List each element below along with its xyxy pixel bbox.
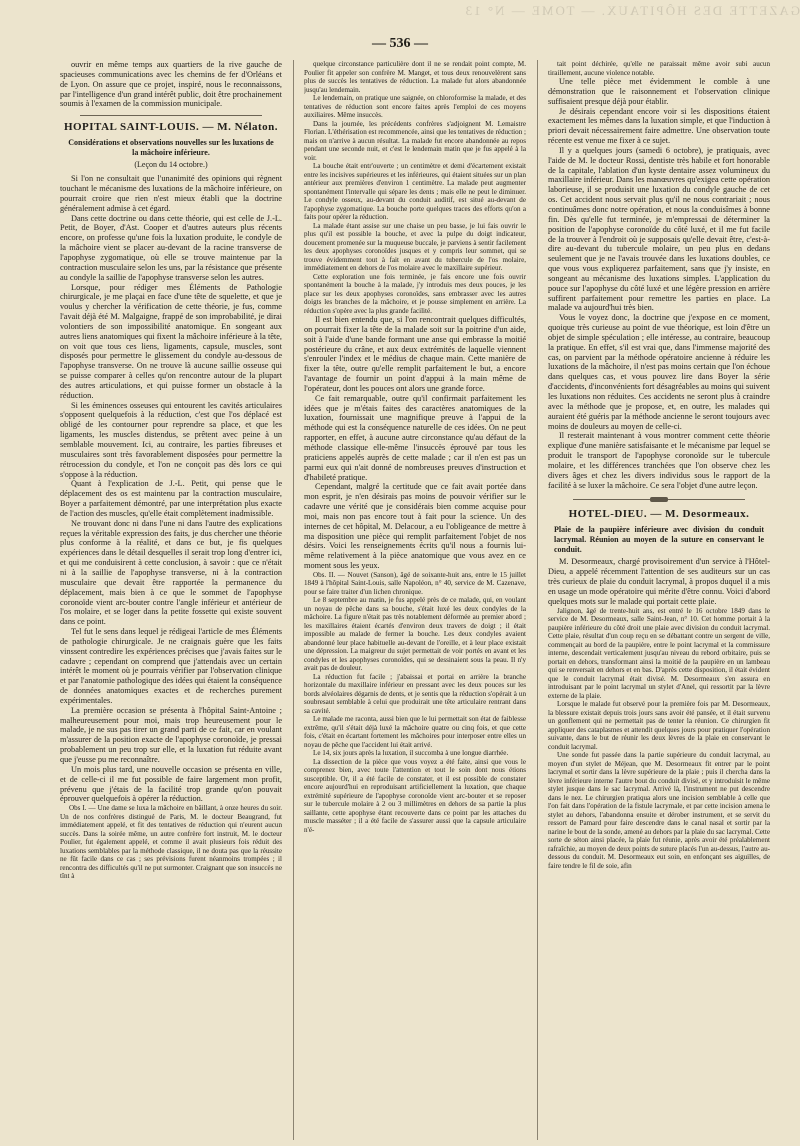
bleed-through-text: GAZETTE DES HÔPITAUX. — TOME — N° 13 — [463, 3, 800, 18]
section-rule — [573, 497, 745, 503]
paragraph-text: Cette exploration une fois terminée, je fais encore une fois ouvrir spontanément la bouche à la malade, j'y introduis mes deux pouces, je les place sur les deux apophyses coronoïdes, sans embrasser avec les autres doigts les branches de la mâchoire, et je pousse simplement en arrière. La réduction s'opère avec la plus grande facilité. — [304, 272, 526, 315]
paragraph-text: La malade étant assise sur une chaise un peu basse, je lui fais ouvrir le plus qu'il est possible la bouche, et avec la pulpe du doigt indicateur, doucement promenée sur la muqueuse buccale, je parviens à sentir facilement les deux apophyses coronoïdes jusques et y compris leur sommet, qui se trouve évidemment tout à fait en avant du tubercule de l'os molaire, immédiatement en dehors de l'os molaire avec le maxillaire supérieur. — [304, 221, 526, 272]
paragraph: ouvrir en même temps aux quartiers de la rive gauche de spacieuses communications avec les chemins de fer d'Orléans et de Lyon. On assure que ce projet, inspiré, nous le reconnaissons, par l'intelligence d'un grand intérêt public, doit être prochainement soumis à l'examen de la commission municipale. — [60, 60, 282, 109]
paragraph: Il est bien entendu que, si l'on rencontrait quelques difficultés, on pourrait fixer la tête de la malade soit sur la poitrine d'un aide, soit à l'aide d'une bande formant une anse qui embrasse la moitié postérieure du crâne, et aux deux extrémités de laquelle viennent s'enrouler l'index et le médius de chaque main. Cette manière de fixer la tête, outre qu'elle remplit parfaitement le but, a encore l'avantage de fournir un point d'appui à la main même de l'opérateur, dont les pouces ont alors une grande force. — [304, 315, 526, 393]
column-3 — [548, 60, 770, 1140]
column-divider — [293, 60, 294, 1140]
paragraph-small — [304, 120, 526, 163]
paragraph-small — [304, 596, 526, 673]
column-divider — [537, 60, 538, 1140]
article-columns — [60, 60, 770, 1140]
paragraph-text: Lorsque le malade fut observé pour la première fois par M. Desormeaux, la blessure existait depuis trois jours sans avoir été pansée, et il était survenu un gonflement qui ne permettait pas de tenter la réunion. Ce chirurgien fit appliquer des cataplasmes et attendit quelques jours pour pratiquer l'opération suivante, dans le but de réunir les deux lèvres de la plaie en conservant le conduit lacrymal. — [548, 700, 770, 751]
paragraph-text: La bouche était entr'ouverte ; un centimètre et demi d'écartement existait entre les incisives supérieures et les inférieures, qui étaient situées sur un plan antérieur aux premières d'environ 1 centimètre. La malade peut augmenter spontanément l'intervalle qui sépare les dents ; mais elle ne peut le diminuer. Le condyle osseux, au-devant du conduit auditif, est situé au-devant de l'apophyse zygomatique. La bouche porte quelques traces des efforts qu'on a faits pour opérer la réduction. — [304, 162, 526, 221]
lecture-date: (Leçon du 14 octobre.) — [134, 160, 208, 170]
page-header — [0, 0, 800, 51]
paragraph-text: Une sonde fut passée dans la partie supérieure du conduit lacrymal, au moyen d'un stylet de Méjean, que M. Desormeaux fit entrer par le point lacrymal et sortir dans la lèvre supérieure de la plaie ; puis il chercha dans la lèvre inférieure interne l'autre bout du conduit divisé, et y introduisit le même stylet jusque dans le sac lacrymal. Arrivé là, l'instrument ne put descendre dans le nez. Le chirurgien pratiqua alors une incision semblable à celle que l'on fait dans l'opération de la fistule lacrymale, et par cette incision amena le stylet au dehors, l'abandonna ensuite et dérober instrument, et se servit du ressort de Pamard pour faire descendre dans le canal nasal et sortir par la narine le bout de la sonde, amené au dehors par la plaie du sac lacrymal. Cette sorte de séton ainsi placée, la plaie fut réunie, après avoir été préalablement rafraîchie, au moyen de deux points de suture placés l'un au-dessus, l'autre au-dessous du conduit. M. Desormeaux eut soin, en enfonçant ses aiguilles, de faire tendre le fil de soie, afin — [548, 751, 770, 870]
paragraph-small — [304, 749, 526, 758]
paragraph-text: Le lendemain, on pratique une saignée, on chloroformise la malade, et des tentatives de réduction sont encore faites après l'emploi de ces moyens auxiliaires. Même insuccès. — [304, 94, 526, 119]
paragraph-text: La réduction fut facile ; j'abaissai et portai en arrière la branche horizontale du maxillaire inférieur en pressant avec les deux pouces sur les bords alvéolaires dégarnis de dents, et je sentis que la réduction s'opérait à un soubresaut semblable à celui que produirait une tête articulaire rentrant dans sa cavité. — [304, 672, 526, 715]
paragraph: Lorsque, pour rédiger mes Éléments de Pathologie chirurgicale, je me plaçai en face d'une tête de squelette, et que je voulus y chercher la vérification de cette théorie, je fus, comme l'avait déjà été M. Malgaigne, frappé de son improbabilité, je dirai volontiers de son impossibilité anatomique. En songeant aux autres liens anatomiques qui fixent la mâchoire inférieure à la tête, on voit que tous ces liens, ligaments, capsule, muscles, sont disposés pour permettre le glissement du condyle au-dessous de l'apophyse transverse. On ne trouve là aucune saillie osseuse qui se puisse comparer à celles qu'on rencontre autour de la plupart des autres articulations, et qui puisse former un obstacle à la réduction. — [60, 282, 282, 400]
paragraph: Il resterait maintenant à vous montrer comment cette théorie explique d'une manière satisfaisante et le mécanisme par lequel se produit le transport de l'apophyse coronoïde sur le tubercule molaire, et les différences tranchées que l'on observe chez les divers âges et chez les divers individus sous le rapport de la facilité à se luxer la mâchoire. Ce sera l'objet d'une autre leçon. — [548, 431, 770, 490]
column-1 — [60, 60, 282, 1140]
paragraph-text: Le malade me raconta, aussi bien que le lui permettait son état de faiblesse extrême, qu'il s'était déjà luxé la mâchoire quatre ou cinq fois, et que cette fois, c'était en écartant fortement les mâchoires pour interposer entre elles un noyau de pêche que l'accident lui était arrivé. — [304, 715, 526, 749]
paragraph: Une telle pièce met évidemment le comble à une démonstration que le raisonnement et l'observation clinique suffisaient presque déjà pour établir. — [548, 77, 770, 106]
paragraph-text: tait point déchirée, qu'elle ne paraissait même avoir subi aucun tiraillement, aucune violence notable. — [548, 60, 770, 77]
paragraph: Il y a quelques jours (samedi 6 octobre), je pratiquais, avec l'aide de M. le docteur Rossi, dentiste très habile et fort honorable de la capitale, l'ablation d'un kyste dentaire assez volumineux du maxillaire inférieur. Dans les manœuvres qu'exigea cette opération laborieuse, il se produisit une luxation du condyle gauche de cet os. Cet accident nous servait plus qu'il ne nous contrariait ; nous continuâmes donc notre opération, et nous la conduisîmes à bonne fin. Dès qu'elle fut terminée, je m'empressai de déterminer la position de l'apophyse coronoïde du côté luxé, et il me fut facile de la trouver à l'endroit où je supposais qu'elle devait être, c'est-à-dire au-devant du tubercule molaire, un peu plus en dedans seulement que je ne l'avais trouvée dans les luxations doubles, ce que vous vous expliquerez parfaitement, sans que j'y insiste, en songeant au mécanisme des luxations simples. L'application du pouce sur l'apophyse du côté luxé et une légère pression en arrière suffirent parfaitement pour remettre les parties en place. La malade va aujourd'hui très bien. — [548, 145, 770, 313]
paragraph: Ce fait remarquable, outre qu'il confirmait parfaitement les idées que je m'étais faites des caractères anatomiques de la luxation, fournissait une magnifique preuve à l'appui de la méthode qui est la conséquence naturelle de ces idées. On ne peut rapporter, en effet, à aucune autre circonstance qu'au défaut de la méthode classique elle-même l'insuccès éprouvé par tous les praticiens appelés auprès de cette malade ; car il n'en est pas un parmi eux qui n'ait donné de nombreuses preuves d'instruction et d'habileté pratique. — [304, 393, 526, 482]
paragraph-small — [304, 673, 526, 716]
paragraph-small — [304, 758, 526, 835]
column-2 — [304, 60, 526, 1140]
paragraph-text: Obs I. — Une dame se luxa la mâchoire en bâillant, à onze heures du soir. Un de nos confrères distingué de Paris, M. le docteur Beaugrand, fut immédiatement appelé, et fit des tentatives de réduction qui n'eurent aucun succès. Dans la soirée même, un autre confrère fort instruit, M. le docteur Poulier, fut également appelé, et comme il avait plusieurs fois réduit des luxations semblables par la méthode classique, il ne douta pas que la réussite ne fût facile dans ce cas ; ses prévisions furent néanmoins trompées ; il rencontra des difficultés qu'il ne put surmonter. Craignant que son insuccès ne tînt à — [60, 804, 282, 881]
paragraph: M. Desormeaux, chargé provisoirement d'un service à l'Hôtel-Dieu, a appelé récemment l'attention de ses auditeurs sur un cas très curieux de plaie du conduit lacrymal, à propos duquel il a mis en usage un mode opératoire qui mérite d'être connu. Voici d'abord quelques mots sur le malade qui portait cette plaie. — [548, 557, 770, 606]
page-number: — 536 — — [372, 36, 428, 51]
paragraph: Tel fut le sens dans lequel je rédigeai l'article de mes Éléments de pathologie chirurgicale. Je ne craignais guère que les faits vinssent contredire les expériences précises que j'avais faites sur le cadavre ; cependant on comprend que j'attendais avec un certain intérêt le moment où je pourrais vérifier par l'observation clinique et par l'anatomie pathologique des idées qui étaient la conséquence de données anatomiques exactes et de recherches purement expérimentales. — [60, 627, 282, 705]
paragraph: Un mois plus tard, une nouvelle occasion se présenta en ville, et de celle-ci il me fut possible de faire largement mon profit, prévenu que j'étais de la facilité trop grande qu'on pouvait éprouver quelquefois à opérer la réduction. — [60, 764, 282, 804]
paragraph: Quant à l'explication de J.-L. Petit, qui pense que le déplacement des os est maintenu par la contraction musculaire, Boyer a parfaitement démontré, par une interprétation plus exacte de l'action des muscles, qu'elle était complètement inadmissible. — [60, 479, 282, 518]
paragraph: Si les éminences osseuses qui entourent les cavités articulaires s'opposent quelquefois à la réduction, c'est que l'os déplacé est obligé de les contourner pour reprendre sa place, et que les ligaments, les muscles distendus, se prêtent avec peine à un semblable mouvement. Ici, au contraire, les parties fibreuses et musculaires sont très favorablement disposées pour permettre la rétrocession du condyle, et l'on ne conçoit pas dès lors ce qui s'oppose à la réduction. — [60, 400, 282, 479]
paragraph-text: Dans la journée, les précédents confrères s'adjoignent M. Lemaistre Florian. L'éthérisation est recommencée, ainsi que les tentatives de réduction ; mais on n'arrive à aucun résultat. La malade fut encore abandonnée au repos pendant une seconde nuit, et c'est le lendemain matin que je fus appelé à la voir. — [304, 119, 526, 162]
paragraph-small — [548, 700, 770, 751]
paragraph: Si l'on ne consultait que l'unanimité des opinions qui règnent touchant le mécanisme des luxations de la mâchoire inférieure, on pourrait croire que rien n'est mieux établi que la doctrine généralement admise à cet égard. — [60, 174, 282, 213]
paragraph-small — [548, 751, 770, 870]
paragraph-text: quelque circonstance particulière dont il ne se rendait point compte, M. Poulier fit appeler son confrère M. Manget, et tous deux renouvelèrent sans plus de succès les tentatives de réduction. La malade fut alors abandonnée jusqu'au lendemain. — [304, 60, 526, 94]
section-heading: HOTEL-DIEU. — M. Desormeaux. — [568, 508, 750, 521]
paragraph: Ne trouvant donc ni dans l'une ni dans l'autre des explications reçues la véritable expression des faits, je dus chercher une théorie plus conforme à la réalité, et dans ce but, je fis quelques expériences dans le détail desquelles il serait trop long d'entrer ici, et qui me conduisirent à cette conclusion, à savoir : que ce n'était ni à la saillie de l'apophyse transverse, ni à la contraction musculaire que devait être rapportée la permanence du déplacement, mais bien à ce que le sommet de l'apophyse coronoïde vient arc-bouter contre l'angle inférieur et antérieur de l'os molaire, et se loger dans la petite fossette qui existe souvent dans ce point. — [60, 518, 282, 627]
paragraph-text: La dissection de la pièce que vous voyez a été faite, ainsi que vous le comprenez bien, avec toute l'attention et tout le soin dont nous étions susceptible. Or, il a été facile de constater, et il est possible de constater encore aujourd'hui en reproduisant artificiellement la luxation, que chaque extrémité supérieure de l'apophyse coronoïde vient arc-bouter et se reposer sur le tubercule molaire à 2 ou 3 millimètres en dehors de sa partie la plus saillante, cette apophyse étant recouverte dans ce point par les attaches du muscle masséter ; il a été facile de s'assurer aussi que la capsule articulaire n'é- — [304, 757, 526, 834]
paragraph: Cependant, malgré la certitude que ce fait avait portée dans mon esprit, je n'en désirais pas moins de pouvoir vérifier sur le cadavre une vérité que je considérais bien comme acquise pour moi, mais non pas encore tout à fait pour la science. Un des internes de cet hôpital, M. Delacour, a eu l'obligeance de mettre à ma disposition une pièce qui remplit parfaitement l'objet de nos désirs. Voici les renseignements écrits qu'il nous a fournis lui-même relativement à la pièce anatomique que vous avez en ce moment sous les yeux. — [304, 482, 526, 571]
paragraph-small — [304, 162, 526, 222]
paragraph: Je désirais cependant encore voir si les dispositions étaient exactement les mêmes dans la luxation simple, et que l'induction à priori devait nécessairement faire admettre. Une observation toute récente est venue me fixer à ce sujet. — [548, 106, 770, 146]
section-subtitle: Considérations et observations nouvelles sur les luxations de la mâchoire inférieure. — [68, 138, 274, 158]
paragraph-small — [304, 222, 526, 273]
paragraph-small — [304, 94, 526, 120]
section-rule — [80, 115, 262, 116]
paragraph-small — [304, 715, 526, 749]
paragraph-text: Le 14, six jours après la luxation, il succomba à une longue diarrhée. — [313, 749, 509, 758]
paragraph-small — [304, 571, 526, 597]
paragraph-text: Le 8 septembre au matin, je fus appelé près de ce malade, qui, en voulant un noyau de pêche dans sa bouche, s'était luxé les deux condyles de la mâchoire. La figure n'était pas très notablement déformée au premier abord ; les maxillaires étaient écartés d'environ deux travers de doigt ; il était impossible au malade de fermer la bouche. Les deux condyles avaient abandonné leur place habituelle au-devant de l'oreille, et à leur place existait une dépression. La maigreur du sujet permettait de voir portés en avant et les condyles et les apophyses coronoïdes, qui se dessinaient sous la peau. Il n'y avait pas de douleur. — [304, 596, 526, 673]
paragraph: La première occasion se présenta à l'hôpital Saint-Antoine ; malheureusement pour moi, mais trop heureusement pour le malade, je ne sus pas tirer un grand parti de ce fait, car en voulant m'assurer de la position exacte de l'apophyse coronoïde, je pressai probablement un peu trop sur elle, et la luxation fut réduite avant que j'eusse pu me reconnaître. — [60, 705, 282, 764]
section-subtitle: Plaie de la paupière inférieure avec division du conduit lacrymal. Réunion au moyen de la suture en conservant le conduit. — [554, 525, 764, 555]
paragraph-text: Obs. II. — Nouvet (Sanson), âgé de soixante-huit ans, entre le 15 juillet 1849 à l'hôpital Saint-Louis, salle Napoléon, n° 40, service de M. Cazenave, pour se faire traiter d'un lichen chronique. — [304, 570, 526, 596]
paragraph: Dans cette doctrine ou dans cette théorie, qui est celle de J.-L. Petit, de Boyer, d'Ast. Cooper et d'autres auteurs plus récents encore, on professe qu'une fois la luxation produite, le condyle de la mâchoire vient se placer au-devant de la racine transverse de l'apophyse zygomatique, où elle se trouve maintenue par la contraction musculaire selon les uns, par la résistance que présente au condyle la saillie de l'apophyse transverse selon les autres. — [60, 213, 282, 282]
paragraph-text: Jalignon, âgé de trente-huit ans, est entré le 16 octobre 1849 dans le service de M. Desormeaux, salle Saint-Jean, n° 10. Cet homme portait à la paupière inférieure du côté droit une plaie avec division du conduit lacrymal. Cette plaie, résultat d'un coup reçu en se débattant contre un sergent de ville, commençait au bord de la paupière, entre le point lacrymal et la commissure interne, descendait verticalement jusqu'au niveau du rebord orbitaire, puis se portait en dehors, transformant ainsi la moitié de la paupière en un lambeau qui se renversait en dehors et en bas. D'après cette disposition, il était évident que le conduit lacrymal était divisé. M. Desormeaux s'en assura en introduisant par le point lacrymal un stylet d'Anel, qui ressortit par la lèvre externe de la plaie. — [548, 606, 770, 700]
section-heading: HOPITAL SAINT-LOUIS. — M. Nélaton. — [63, 121, 279, 134]
paragraph-small — [548, 60, 770, 77]
paragraph-small — [548, 607, 770, 701]
paragraph-small — [60, 804, 282, 881]
paragraph-small — [304, 273, 526, 316]
paragraph-small — [304, 60, 526, 94]
paragraph: Vous le voyez donc, la doctrine que j'expose en ce moment, quoique très curieuse au point de vue théorique, est loin d'être un objet de simple spéculation ; elle intéresse, au contraire, beaucoup la pratique. En effet, s'il est vrai que, dans l'immense majorité des cas, on parvient par la méthode opératoire ancienne à réduire les luxations de la mâchoire, il n'est pas moins certain que l'on échoue dans quelques cas, et vous pouvez lire dans Boyer la série d'accidents, d'inconvénients fort désagréables au moins qui suivent les luxations non réduites. Ces accidents ne seront plus à craindre avec la méthode que je propose, et, en outre, les malades qui auraient été guéris par la méthode ancienne le seront toujours avec moins de douleurs au moyen de celle-ci. — [548, 313, 770, 431]
